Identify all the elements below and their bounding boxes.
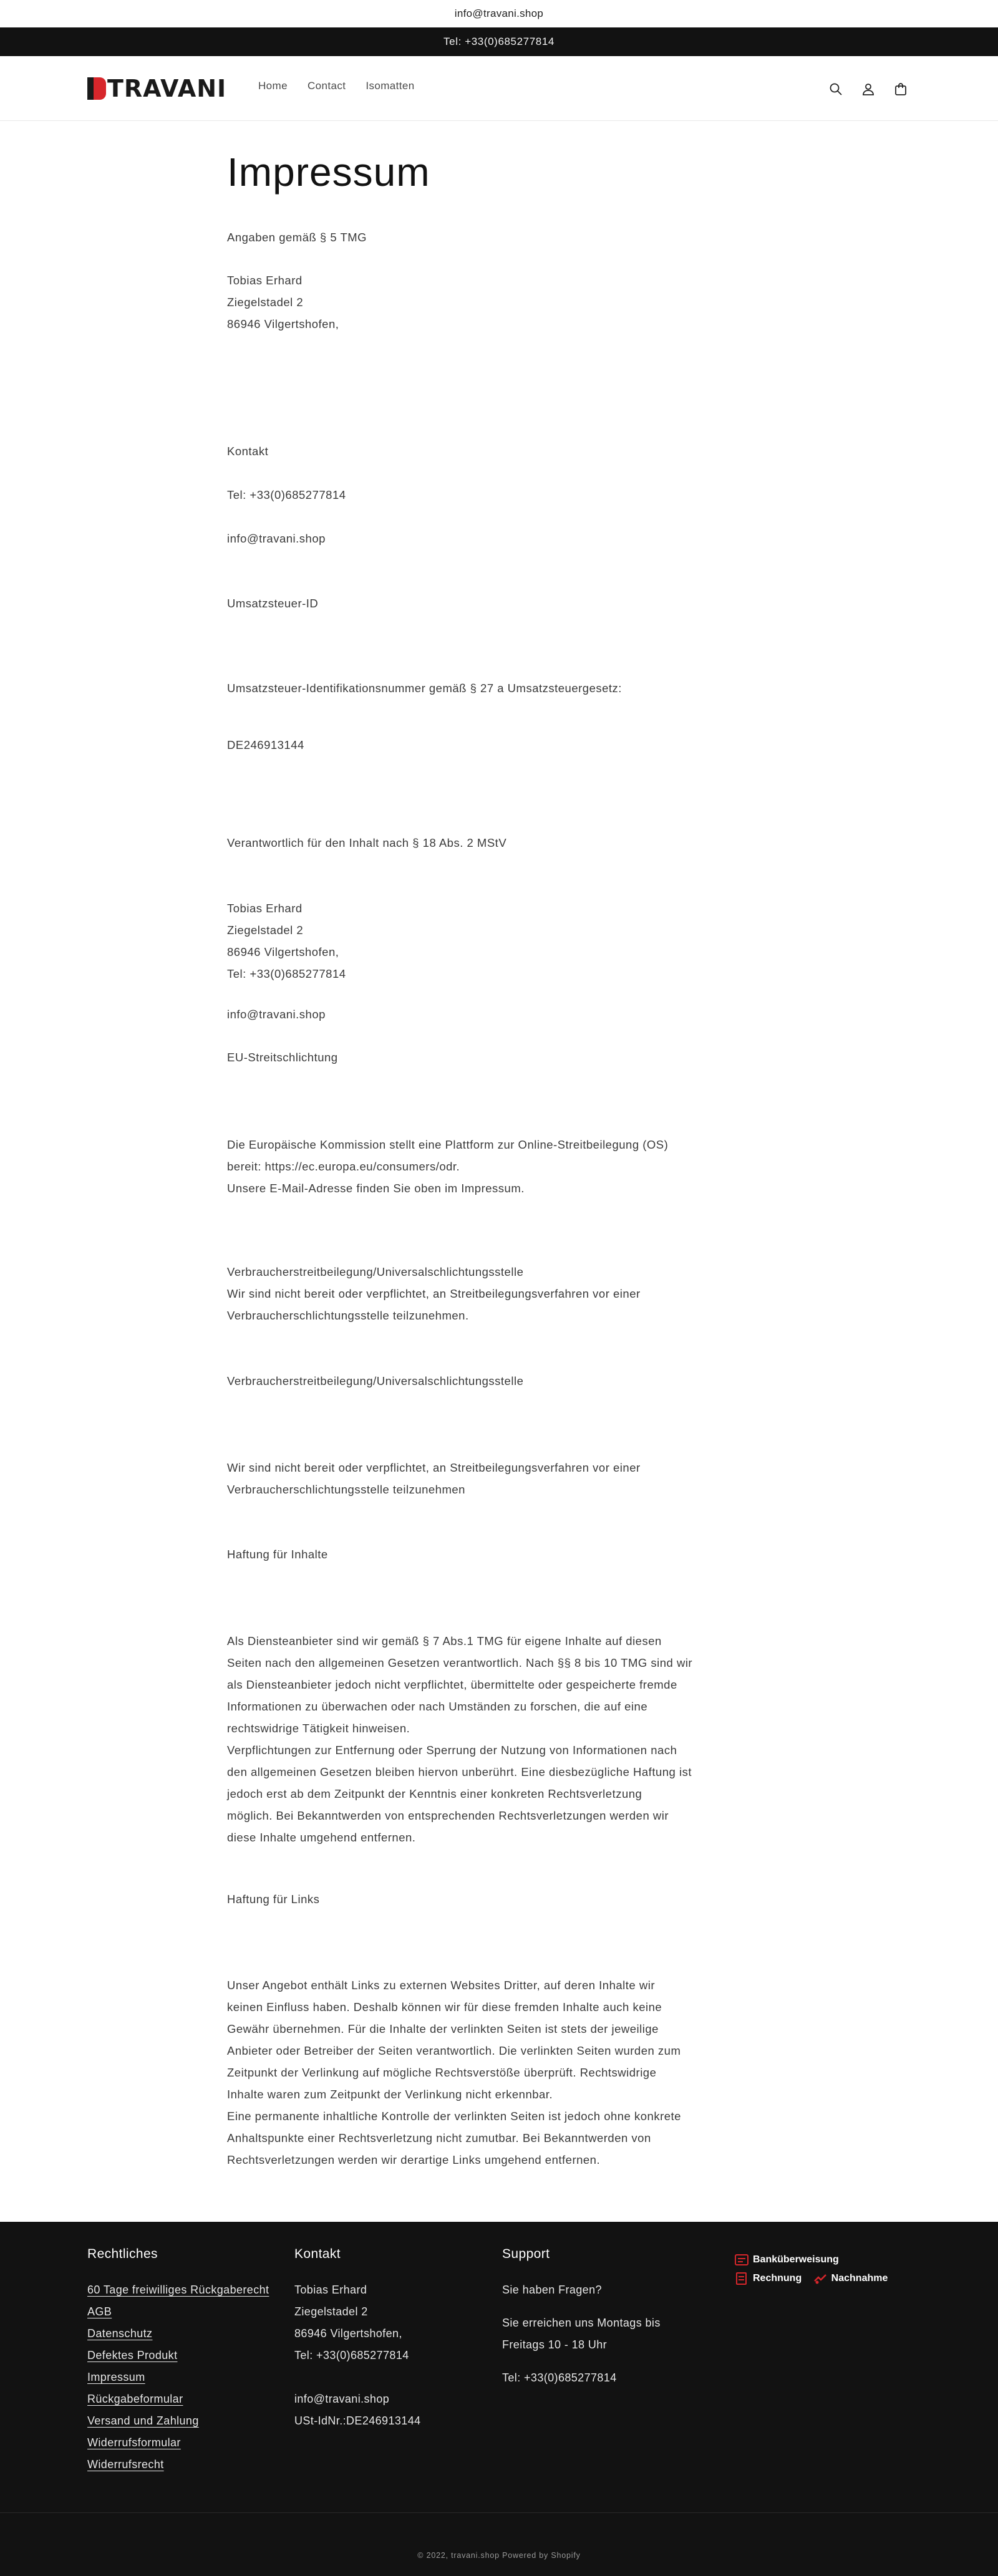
invoice-icon <box>735 2272 748 2285</box>
support-phone: Tel: +33(0)685277814 <box>502 2371 617 2384</box>
impressum-line: rechtswidrige Tätigkeit hinweisen. <box>227 1722 410 1735</box>
cash-on-delivery-icon <box>813 2272 827 2285</box>
nav-home[interactable]: Home <box>258 80 288 92</box>
impressum-line: Umsatzsteuer-Identifikationsnummer gemäß § 27 a Umsatzsteuergesetz: <box>227 682 622 695</box>
impressum-line: Als Diensteanbieter sind wir gemäß § 7 Abs.1 TMG für eigene Inhalte auf diesen <box>227 1634 662 1647</box>
impressum-line[interactable]: info@travani.shop <box>227 1008 326 1021</box>
impressum-paragraph <box>227 1261 726 1326</box>
announcement-email-bar <box>0 0 998 27</box>
impressum-line: Verantwortlich für den Inhalt nach § 18 Abs. 2 MStV <box>227 836 507 849</box>
copyright: © 2022, travani.shop Powered by Shopify <box>417 2551 581 2560</box>
page-title: Impressum <box>227 150 430 195</box>
nav-isomatten[interactable]: Isomatten <box>366 80 415 92</box>
cart-icon[interactable] <box>891 79 911 99</box>
impressum-line: Tel: +33(0)685277814 <box>227 488 346 501</box>
impressum-paragraph <box>227 1457 726 1500</box>
impressum-line: Anbieter oder Betreiber der Seiten verantwortlich. Die verlinkten Seiten wurden zum <box>227 2044 681 2057</box>
support-question: Sie haben Fragen? <box>502 2284 602 2296</box>
nav-contact[interactable]: Contact <box>307 80 346 92</box>
impressum-line: Gewähr übernehmen. Für die Inhalte der verlinkten Seiten ist stets der jeweilige <box>227 2022 659 2035</box>
footer-contact-heading: Kontakt <box>294 2247 341 2261</box>
impressum-line: Ziegelstadel 2 <box>227 296 304 309</box>
impressum-paragraph <box>227 897 726 985</box>
site-logo[interactable] <box>87 77 226 100</box>
search-icon[interactable] <box>826 79 846 99</box>
impressum-line: Seiten nach den allgemeinen Gesetzen verantwortlich. Nach §§ 8 bis 10 TMG sind wir <box>227 1656 693 1669</box>
footer-support-column <box>502 2247 661 2389</box>
impressum-line: Unser Angebot enthält Links zu externen Websites Dritter, auf deren Inhalte wir <box>227 1979 655 1992</box>
impressum-line: Tobias Erhard <box>227 274 303 287</box>
impressum-line: Inhalte waren zum Zeitpunkt der Verlinkung nicht erkennbar. <box>227 2088 553 2101</box>
main-nav <box>258 80 435 92</box>
logo-text: TRAVANI <box>107 75 227 102</box>
impressum-line: Verbraucherstreitbeilegung/Universalschlichtungsstelle <box>227 1374 524 1387</box>
footer-legal-link[interactable]: Rückgabeformular <box>87 2393 183 2405</box>
impressum-line: Tobias Erhard <box>227 902 303 915</box>
payment-cash-on-delivery-label: Nachnahme <box>831 2273 888 2284</box>
impressum-line: 86946 Vilgertshofen, <box>227 317 339 330</box>
impressum-line: den allgemeinen Gesetzen bleiben hiervon unberührt. Eine diesbezügliche Haftung ist <box>227 1765 692 1778</box>
impressum-line: Anhaltspunkte einer Rechtsverletzung nicht zumutbar. Bei Bekanntwerden von <box>227 2131 651 2144</box>
impressum-line: Haftung für Inhalte <box>227 1548 328 1561</box>
impressum-line: Verbraucherschlichtungsstelle teilzunehmen. <box>227 1309 469 1322</box>
impressum-paragraph <box>227 226 726 248</box>
impressum-paragraph <box>227 1046 726 1068</box>
impressum-line: Eine permanente inhaltliche Kontrolle der verlinkten Seiten ist jedoch ohne konkrete <box>227 2110 681 2123</box>
footer-contact-line <box>294 2366 421 2388</box>
footer-support-heading: Support <box>502 2247 550 2261</box>
payment-bank-transfer <box>735 2250 839 2269</box>
footer-legal-links <box>87 2279 269 2476</box>
payment-cash-on-delivery <box>813 2269 888 2288</box>
impressum-line[interactable]: bereit: https://ec.europa.eu/consumers/odr. <box>227 1160 460 1173</box>
footer-legal-heading: Rechtliches <box>87 2247 158 2261</box>
logo-mark <box>87 77 106 100</box>
account-icon[interactable] <box>858 79 878 99</box>
support-hours-line-1: Sie erreichen uns Montags bis <box>502 2317 661 2329</box>
impressum-paragraph <box>227 1543 726 1565</box>
impressum-paragraph <box>227 528 726 549</box>
footer-contact-lines <box>294 2279 421 2432</box>
footer-legal-link[interactable]: 60 Tage freiwilliges Rückgaberecht <box>87 2284 269 2296</box>
impressum-line: jedoch erst ab dem Zeitpunkt der Kenntnis einer konkreten Rechtsverletzung <box>227 1787 642 1800</box>
impressum-line: Unsere E-Mail-Adresse finden Sie oben im Impressum. <box>227 1182 525 1195</box>
footer-legal-link[interactable]: AGB <box>87 2305 112 2318</box>
bank-transfer-icon <box>735 2254 748 2266</box>
impressum-line: diese Inhalte umgehend entfernen. <box>227 1831 416 1844</box>
impressum-line: DE246913144 <box>227 738 304 751</box>
footer-legal-link[interactable]: Versand und Zahlung <box>87 2414 199 2427</box>
impressum-paragraph <box>227 1974 726 2171</box>
impressum-paragraph <box>227 1134 726 1199</box>
impressum-paragraph <box>227 440 726 462</box>
impressum-line: 86946 Vilgertshofen, <box>227 945 339 958</box>
impressum-line: Ziegelstadel 2 <box>227 924 304 937</box>
footer-legal-link[interactable]: Widerrufsrecht <box>87 2458 164 2471</box>
impressum-line: Rechtsverletzungen werden wir derartige Links umgehend entfernen. <box>227 2153 601 2166</box>
footer-contact-line: 86946 Vilgertshofen, <box>294 2327 402 2340</box>
footer-contact-line: USt-IdNr.:DE246913144 <box>294 2414 421 2427</box>
impressum-line: als Diensteanbieter jedoch nicht verpflichtet, übermittelte oder gespeicherte fremde <box>227 1678 677 1691</box>
impressum-paragraph <box>227 677 726 699</box>
support-hours-line-2: Freitags 10 - 18 Uhr <box>502 2338 608 2351</box>
footer-legal-column <box>87 2247 269 2476</box>
footer-legal-link[interactable]: Defektes Produkt <box>87 2349 178 2361</box>
impressum-line: Umsatzsteuer-ID <box>227 597 319 610</box>
impressum-line: Die Europäische Kommission stellt eine Plattform zur Online-Streitbeilegung (OS) <box>227 1138 669 1151</box>
announcement-phone-bar <box>0 27 998 56</box>
impressum-line[interactable]: info@travani.shop <box>227 532 326 545</box>
impressum-paragraph <box>227 832 726 854</box>
impressum-paragraph <box>227 484 726 506</box>
impressum-line: Verpflichtungen zur Entfernung oder Sperrung der Nutzung von Informationen nach <box>227 1744 677 1757</box>
announcement-email[interactable]: info@travani.shop <box>454 7 544 19</box>
impressum-line: Kontakt <box>227 445 269 458</box>
site-header <box>0 56 998 121</box>
impressum-paragraph <box>227 1370 726 1392</box>
site-footer <box>0 2222 998 2576</box>
impressum-paragraph <box>227 269 726 335</box>
footer-legal-link[interactable]: Impressum <box>87 2371 145 2383</box>
impressum-line: Verbraucherschlichtungsstelle teilzunehmen <box>227 1483 465 1496</box>
impressum-line: keinen Einfluss haben. Deshalb können wir für diese fremden Inhalte auch keine <box>227 2000 662 2014</box>
impressum-line: Wir sind nicht bereit oder verpflichtet, an Streitbeilegungsverfahren vor einer <box>227 1461 641 1474</box>
impressum-line: Wir sind nicht bereit oder verpflichtet, an Streitbeilegungsverfahren vor einer <box>227 1287 641 1300</box>
impressum-paragraph <box>227 734 726 756</box>
payment-invoice-label: Rechnung <box>753 2273 802 2284</box>
footer-contact-line: Ziegelstadel 2 <box>294 2305 368 2318</box>
footer-contact-line: Tel: +33(0)685277814 <box>294 2349 409 2361</box>
footer-contact-line: info@travani.shop <box>294 2393 390 2405</box>
payment-invoice <box>735 2269 802 2288</box>
impressum-paragraph <box>227 592 726 614</box>
footer-contact-column <box>294 2247 421 2432</box>
footer-legal-link[interactable]: Datenschutz <box>87 2327 153 2340</box>
impressum-line: Haftung für Links <box>227 1893 320 1906</box>
footer-divider <box>0 2512 998 2513</box>
impressum-paragraph <box>227 1630 726 1848</box>
announcement-phone: Tel: +33(0)685277814 <box>443 36 555 47</box>
footer-contact-line: Tobias Erhard <box>294 2284 367 2296</box>
impressum-paragraph <box>227 1888 726 1910</box>
impressum-line: Zeitpunkt der Verlinkung auf mögliche Rechtsverstöße überprüft. Rechtswidrige <box>227 2066 657 2079</box>
header-icons <box>826 79 911 99</box>
payment-methods <box>735 2250 897 2288</box>
impressum-line: Angaben gemäß § 5 TMG <box>227 231 367 244</box>
impressum-line: Informationen zu überwachen oder nach Umständen zu forschen, die auf eine <box>227 1700 648 1713</box>
footer-legal-link[interactable]: Widerrufsformular <box>87 2436 181 2449</box>
impressum-line: Verbraucherstreitbeilegung/Universalschlichtungsstelle <box>227 1265 524 1278</box>
impressum-paragraph <box>227 1003 726 1025</box>
impressum-line: Tel: +33(0)685277814 <box>227 967 346 980</box>
payment-bank-transfer-label: Banküberweisung <box>753 2254 839 2265</box>
impressum-line: EU-Streitschlichtung <box>227 1051 338 1064</box>
impressum-line: möglich. Bei Bekanntwerden von entsprechenden Rechtsverletzungen werden wir <box>227 1809 669 1822</box>
